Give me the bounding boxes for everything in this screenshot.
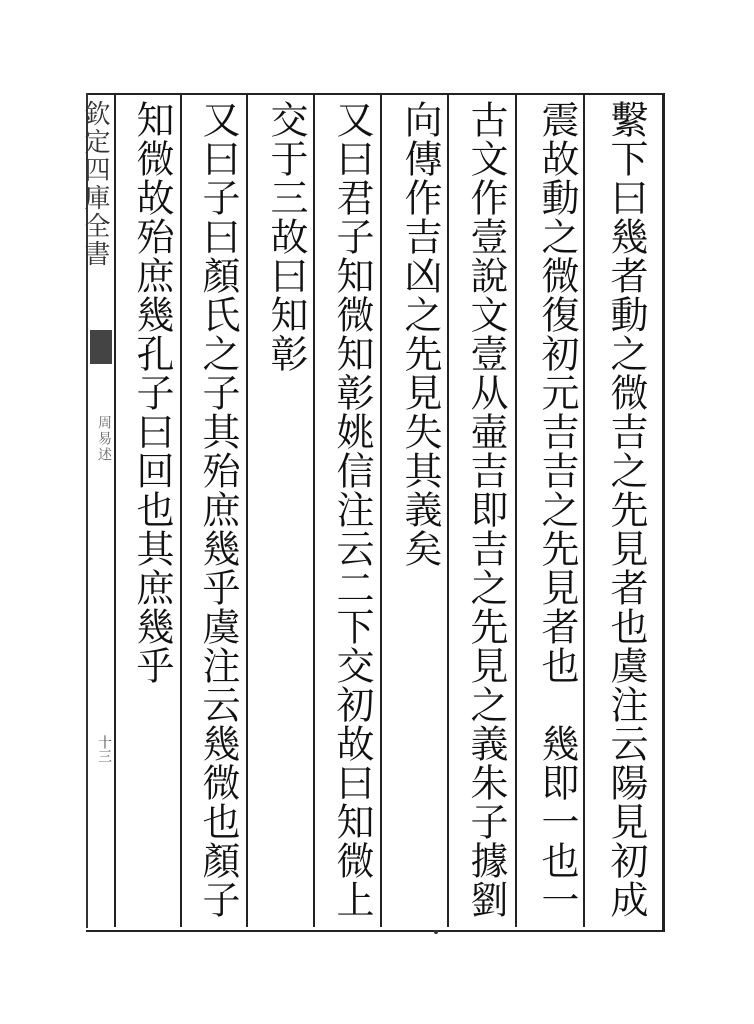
- library-title: 欽定四庫全書: [80, 100, 110, 268]
- text-column-1: 繫下曰幾者動之微吉之先見者也虞注云陽見初成: [604, 100, 648, 919]
- text-column-7: 又曰子曰顏氏之子其殆庶幾乎虞注云幾微也顏子: [196, 100, 240, 919]
- page-number: 十三: [96, 735, 112, 763]
- column-rule: [180, 95, 182, 927]
- text-column-5: 又曰君子知微知彰姚信注云二下交初故曰知微上: [330, 100, 374, 919]
- text-column-3: 古文作壹說文壹从壷吉即吉之先見之義朱子據劉: [464, 100, 508, 919]
- text-column-2: 震故動之微復初元吉吉之先見者也 幾即一也一: [535, 100, 579, 919]
- column-rule: [380, 95, 382, 927]
- column-rule: [114, 95, 116, 927]
- column-rule: [246, 95, 248, 927]
- fishtail-mark: [90, 330, 112, 364]
- text-column-6: 交于三故曰知彰: [264, 100, 308, 373]
- column-rule: [313, 95, 315, 927]
- text-column-8: 知微故殆庶幾孔子曰回也其庶幾乎: [130, 100, 174, 685]
- column-rule: [583, 95, 585, 927]
- text-column-4: 向傳作吉凶之先見失其義矣: [398, 100, 442, 568]
- ink-speck: [434, 930, 438, 934]
- column-rule: [515, 95, 517, 927]
- book-title: 周易述: [96, 415, 112, 463]
- column-rule: [447, 95, 449, 927]
